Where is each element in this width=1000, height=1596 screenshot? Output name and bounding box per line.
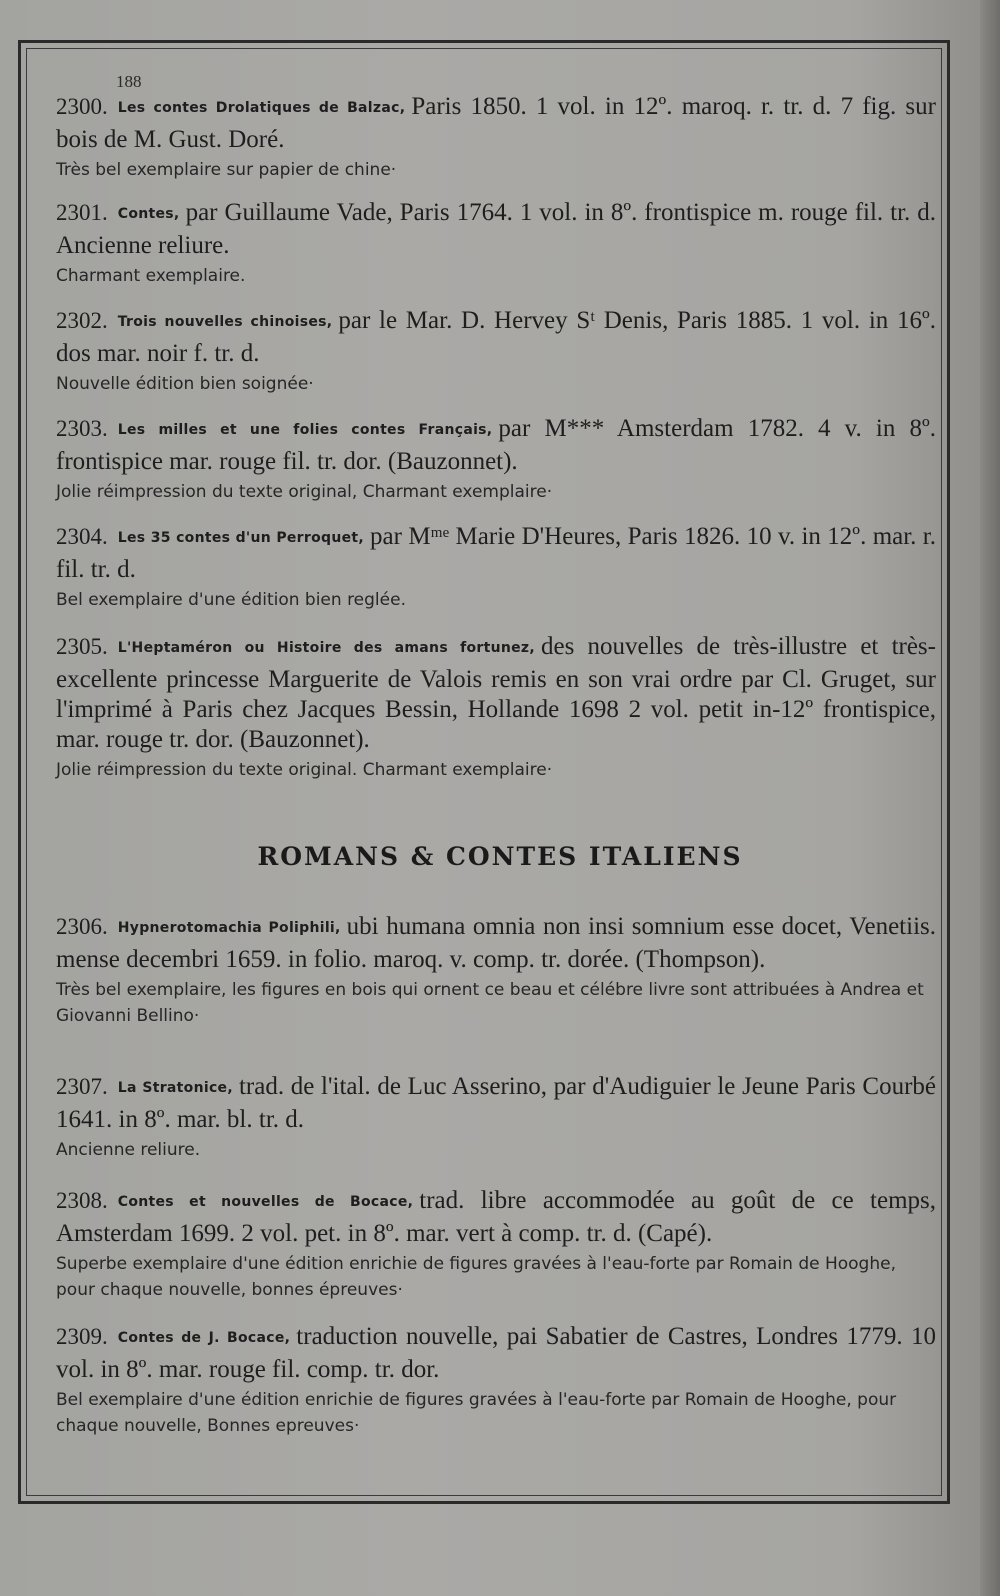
entry-note: Nouvelle édition bien soignée· xyxy=(56,374,314,394)
entry-number: 2303. xyxy=(56,416,108,441)
entry-note: Charmant exemplaire. xyxy=(56,266,246,286)
entry-description: par Guillaume Vade, Paris 1764. 1 vol. in 8º. frontispice m. rouge fil. tr. d. Ancienne reliure. xyxy=(56,199,936,259)
entry-number: 2302. xyxy=(56,308,108,333)
entry-number: 2308. xyxy=(56,1188,108,1213)
entry-main-text xyxy=(56,414,936,477)
page-number: 188 xyxy=(116,72,142,91)
catalog-entry xyxy=(56,306,936,397)
entry-main-text xyxy=(56,1322,936,1385)
entry-description: ubi humana omnia non insi somnium esse docet, Venetiis. mense decembri 1659. in folio. maroq. v. comp. tr. dorée. (Thompson). xyxy=(56,913,937,973)
catalog-entry xyxy=(56,522,936,613)
entry-description: par le Mar. D. Hervey Sᵗ Denis, Paris 1885. 1 vol. in 16º. dos mar. noir f. tr. d. xyxy=(56,307,936,367)
entry-description: par M*** Amsterdam 1782. 4 v. in 8º. frontispice mar. rouge fil. tr. dor. (Bauzonnet). xyxy=(56,415,936,475)
entry-title: Les milles et une folies contes Français, xyxy=(117,422,493,438)
entry-number: 2306. xyxy=(56,914,108,939)
entry-title: La Stratonice, xyxy=(117,1080,233,1096)
entry-number: 2300. xyxy=(56,94,108,119)
entry-number: 2309. xyxy=(56,1324,108,1349)
entry-title: Les 35 contes d'un Perroquet, xyxy=(117,530,365,546)
entry-title: Contes et nouvelles de Bocace, xyxy=(117,1194,414,1210)
entry-main-text xyxy=(56,198,936,261)
entry-main-text xyxy=(56,1186,936,1249)
entry-number: 2307. xyxy=(56,1074,108,1099)
catalog-entry xyxy=(56,1072,936,1163)
entry-note: Bel exemplaire d'une édition bien reglée. xyxy=(56,590,406,610)
entry-description: trad. libre accommodée au goût de ce temps, Amsterdam 1699. 2 vol. pet. in 8º. mar. vert à comp. tr. d. (Capé). xyxy=(56,1187,936,1247)
entry-main-text xyxy=(56,522,936,585)
entry-note: Bel exemplaire d'une édition enrichie de figures gravées à l'eau-forte par Romain de Hooghe, pour chaque nouvelle, Bonnes epreuves· xyxy=(56,1390,897,1436)
entry-number: 2301. xyxy=(56,200,108,225)
entry-main-text xyxy=(56,306,936,369)
entry-number: 2305. xyxy=(56,634,108,659)
entry-note: Superbe exemplaire d'une édition enrichie de figures gravées à l'eau-forte par Romain de Hooghe, pour chaque nouvelle, bonnes épreuves· xyxy=(56,1254,896,1300)
entry-title: Les contes Drolatiques de Balzac, xyxy=(117,100,406,116)
entry-note: Très bel exemplaire sur papier de chine· xyxy=(56,160,397,180)
entry-title: Contes, xyxy=(117,206,180,222)
catalog-entry xyxy=(56,912,936,1029)
entry-note: Jolie réimpression du texte original, Charmant exemplaire· xyxy=(56,482,553,502)
entry-description: Paris 1850. 1 vol. in 12º. maroq. r. tr. d. 7 fig. sur bois de M. Gust. Doré. xyxy=(56,93,936,153)
book-edge-shadow xyxy=(980,0,1000,1596)
entry-main-text xyxy=(56,1072,936,1135)
entry-title: Trois nouvelles chinoises, xyxy=(117,314,333,330)
catalog-entry xyxy=(56,1186,936,1303)
entry-note: Jolie réimpression du texte original. Charmant exemplaire· xyxy=(56,760,553,780)
entry-main-text xyxy=(56,632,936,755)
entry-title: L'Heptaméron ou Histoire des amans fortunez, xyxy=(117,640,535,656)
entry-note: Ancienne reliure. xyxy=(56,1140,201,1160)
catalog-entry xyxy=(56,632,936,783)
entry-title: Hypnerotomachia Poliphili, xyxy=(117,920,341,936)
catalog-entry xyxy=(56,1322,936,1439)
catalog-entry xyxy=(56,92,936,183)
catalog-entry xyxy=(56,414,936,505)
entry-main-text xyxy=(56,912,936,975)
entry-description: trad. de l'ital. de Luc Asserino, par d'Audiguier le Jeune Paris Courbé 1641. in 8º. mar. bl. tr. d. xyxy=(56,1073,936,1133)
entry-number: 2304. xyxy=(56,524,108,549)
entry-description: traduction nouvelle, pai Sabatier de Castres, Londres 1779. 10 vol. in 8º. mar. rouge fil. comp. tr. dor. xyxy=(56,1323,936,1383)
catalog-entry xyxy=(56,198,936,289)
entry-title: Contes de J. Bocace, xyxy=(117,1330,291,1346)
entry-description: par Mᵐᵉ Marie D'Heures, Paris 1826. 10 v. in 12º. mar. r. fil. tr. d. xyxy=(56,523,937,583)
entry-description: des nouvelles de très-illustre et très-excellente princesse Marguerite de Valois remis en son vrai ordre par Cl. Gruget, sur l'imprimé à Paris chez Jacques Bessin, Hollande 1698 2 vol. petit in-12º frontispice, mar. rouge tr. dor. (Bauzonnet). xyxy=(56,633,936,753)
entry-note: Très bel exemplaire, les figures en bois qui ornent ce beau et célébre livre sont attribuées à Andrea et Giovanni Bellino· xyxy=(56,980,924,1026)
section-heading: ROMANS & CONTES ITALIENS xyxy=(257,842,743,871)
entry-main-text xyxy=(56,92,936,155)
